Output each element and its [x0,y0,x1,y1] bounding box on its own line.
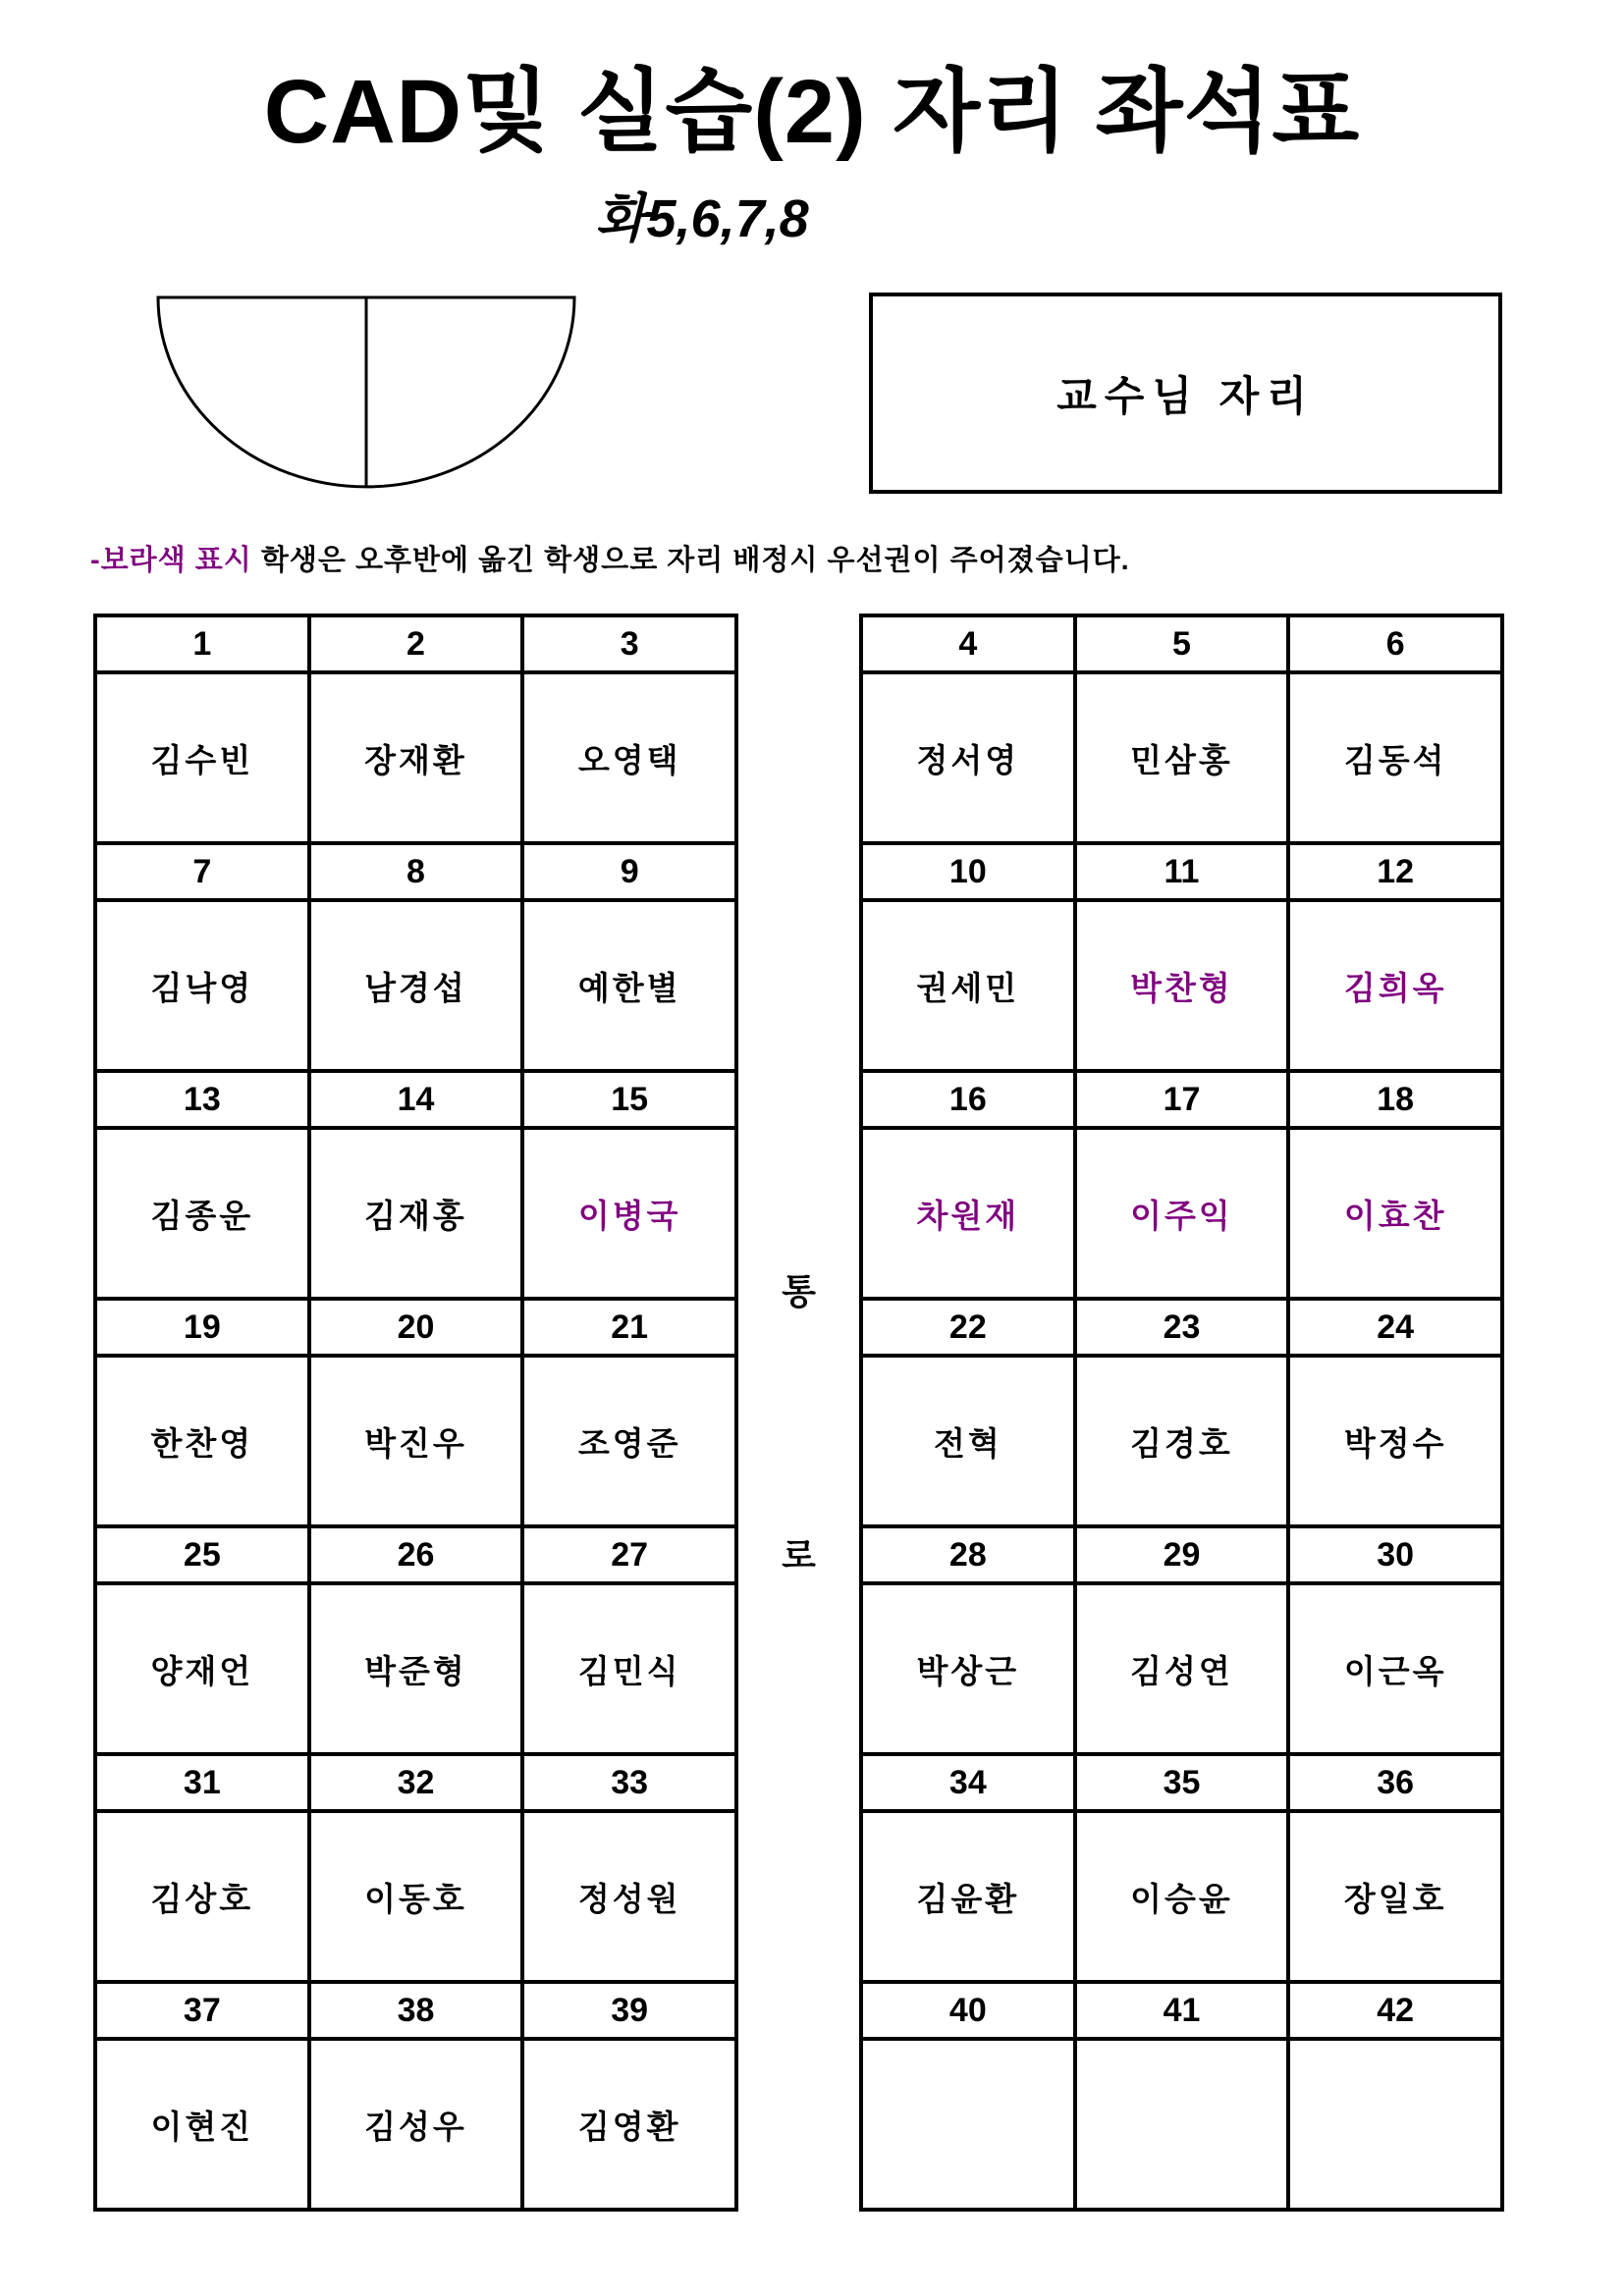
seat-number: 11 [1077,845,1287,898]
seat-number: 39 [524,1984,734,2037]
seat-name: 차원재 [863,1130,1073,1297]
seat-number: 37 [97,1984,307,2037]
seat-name: 이현진 [97,2041,307,2208]
seat-name: 박상근 [863,1585,1073,1752]
seat-name: 장재환 [311,674,521,841]
note-rest: 학생은 오후반에 옮긴 학생으로 자리 배정시 우선권이 주어졌습니다. [251,545,1130,576]
seat-number: 15 [524,1073,734,1126]
seat-name: 김경호 [1077,1358,1287,1524]
seat-name: 김수빈 [97,674,307,841]
seat-number: 1 [97,617,307,670]
seat-name [863,2041,1073,2208]
seat-name: 한찬영 [97,1358,307,1524]
seat-number: 23 [1077,1301,1287,1354]
seat-number: 32 [311,1756,521,1809]
page-title: CAD및 실습(2) 자리 좌석표 [263,62,1361,162]
seat-number: 13 [97,1073,307,1126]
podium-shape [155,294,577,493]
seat-number: 10 [863,845,1073,898]
professor-seat-box [869,293,1502,494]
seat-number: 41 [1077,1984,1287,2037]
seat-number: 6 [1290,617,1500,670]
seat-number: 5 [1077,617,1287,670]
seat-name: 조영준 [524,1358,734,1524]
seat-number: 16 [863,1073,1073,1126]
seat-number: 38 [311,1984,521,2037]
seat-number: 25 [97,1528,307,1581]
seat-number: 26 [311,1528,521,1581]
seat-number: 42 [1290,1984,1500,2037]
seat-name: 이주익 [1077,1130,1287,1297]
seat-number: 9 [524,845,734,898]
seat-number: 28 [863,1528,1073,1581]
seat-number: 22 [863,1301,1073,1354]
seat-number: 7 [97,845,307,898]
seat-number: 24 [1290,1301,1500,1354]
seat-number: 40 [863,1984,1073,2037]
seat-number: 8 [311,845,521,898]
seat-number: 3 [524,617,734,670]
seat-name: 김낙영 [97,902,307,1069]
seat-name: 김성우 [311,2041,521,2208]
aisle-char-bottom: 로 [782,1535,816,1575]
seat-name: 양재언 [97,1585,307,1752]
seat-name: 박진우 [311,1358,521,1524]
seat-block-right [859,614,1504,2212]
seat-name: 김성연 [1077,1585,1287,1752]
seat-name: 오영택 [524,674,734,841]
seat-name: 정성원 [524,1813,734,1980]
seat-number: 29 [1077,1528,1287,1581]
seat-name: 민삼홍 [1077,674,1287,841]
seat-number: 17 [1077,1073,1287,1126]
seat-number: 35 [1077,1756,1287,1809]
seat-name: 이근옥 [1290,1585,1500,1752]
seat-number: 31 [97,1756,307,1809]
page-subtitle: 화5,6,7,8 [595,189,809,248]
note [90,538,1130,578]
seat-number: 2 [311,617,521,670]
seat-name: 김재홍 [311,1130,521,1297]
seat-name: 전혁 [863,1358,1073,1524]
seat-name: 남경섭 [311,902,521,1069]
seat-name: 박찬형 [1077,902,1287,1069]
seat-number: 33 [524,1756,734,1809]
seat-number: 27 [524,1528,734,1581]
seat-name: 정서영 [863,674,1073,841]
seat-name: 박준형 [311,1585,521,1752]
seat-name: 이병국 [524,1130,734,1297]
seat-name: 예한별 [524,902,734,1069]
seat-name: 박정수 [1290,1358,1500,1524]
seat-name: 장일호 [1290,1813,1500,1980]
seat-name: 김영환 [524,2041,734,2208]
seat-name: 이동호 [311,1813,521,1980]
seat-block-left [93,614,738,2212]
seat-name: 김희옥 [1290,902,1500,1069]
seat-name: 김상호 [97,1813,307,1980]
seat-name: 이승윤 [1077,1813,1287,1980]
seat-name [1290,2041,1500,2208]
seat-number: 14 [311,1073,521,1126]
seat-number: 19 [97,1301,307,1354]
seat-name: 김종운 [97,1130,307,1297]
aisle-char-top: 통 [782,1271,816,1311]
seat-name [1077,2041,1287,2208]
seat-number: 30 [1290,1528,1500,1581]
seat-name: 권세민 [863,902,1073,1069]
seat-number: 4 [863,617,1073,670]
seat-number: 34 [863,1756,1073,1809]
aisle-label [738,1264,859,1578]
seat-number: 12 [1290,845,1500,898]
seat-number: 18 [1290,1073,1500,1126]
seat-number: 21 [524,1301,734,1354]
seat-name: 김동석 [1290,674,1500,841]
seat-name: 김윤환 [863,1813,1073,1980]
seat-number: 20 [311,1301,521,1354]
seat-number: 36 [1290,1756,1500,1809]
seat-name: 김민식 [524,1585,734,1752]
note-highlight: -보라색 표시 [90,545,252,576]
professor-seat-label: 교수님 자리 [1056,372,1315,419]
seat-name: 이효찬 [1290,1130,1500,1297]
